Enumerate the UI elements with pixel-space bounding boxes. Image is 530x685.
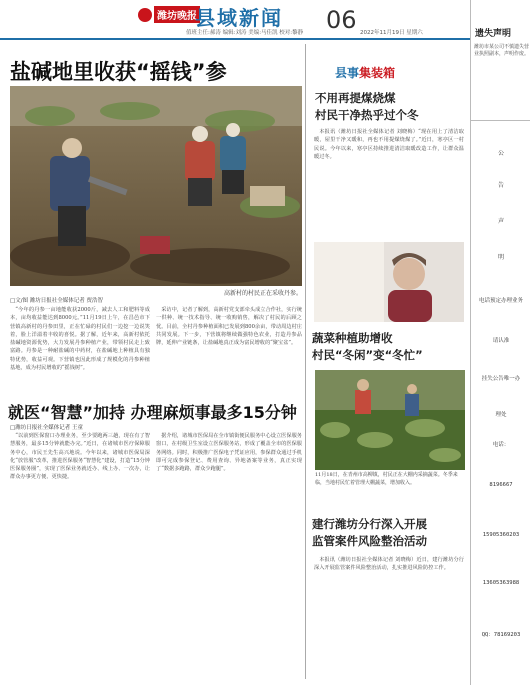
main-body-col2: 采访中，记者了解到，高新村党支部牵头成立合作社，实行统一供种、统一技术指导、统一收购销售，解决了村民的后顾之忧。目前，全村丹参种植面积已发展到800余亩，带动周边村庄共同发展。下一步，下营镇将继续做强特色农业，打造丹参品牌，延伸产业链条，让盐碱地真正成为富民增收的“聚宝盆”。 <box>156 307 302 347</box>
main-photo <box>10 86 302 286</box>
notice-sidebar <box>470 0 530 685</box>
story3-headline: 建行潍坊分行深入开展 监管案件风险整治活动 <box>312 517 427 548</box>
story2-photo <box>315 370 465 470</box>
notice-label-qing: 请认准 <box>492 338 510 344</box>
notice-title: 遗失声明 <box>475 29 512 39</box>
notice-divider <box>471 120 530 121</box>
story1-photo <box>314 242 464 322</box>
second-body-col2: 据介绍，诸城市医保局在全市镇街便民服务中心设立医保服务窗口，在村级卫生室设立医保服务站，形成了覆盖全市的医保服务网络。同时，积极推广医保电子凭证应用，参保群众通过手机即可完成参保登记、费用查询、异地备案等业务，真正实现了“数据多跑路，群众少跑腿”。 <box>156 433 302 473</box>
notice-text: 潍坊市某公司不慎遗失营业执照副本，声明作废。 <box>474 44 530 57</box>
portrait-photo-illustration <box>314 242 464 322</box>
story2-headline: 蔬菜种植助增收 村民“冬闲”变“冬忙” <box>312 331 423 362</box>
second-body-col1: “以前到医保窗口办理业务，至少要跑两三趟，现在有了智慧服务，最多15分钟就能办完。”近日，在诸城市医疗保障服务中心，市民王先生高兴地说。今年以来，诸城市医保局深化“放管服”改革，推进医保服务“智慧化”建设，打造“15分钟医保服务圈”，实现了医保业务就近办、线上办、一次办，让群众办事更方便、更快捷。 <box>10 433 150 481</box>
notice-label-gao: 告 <box>497 182 504 189</box>
editors-line: 值班主任:郝涛 编辑:刘涛 美编:马佳凯 校对:黎静 <box>186 30 304 36</box>
notice-label-gong: 公 <box>497 150 504 157</box>
paper-logo <box>138 6 200 23</box>
notice-label-address: 理处 <box>495 412 507 418</box>
news-box-tag-prefix: 县事 <box>335 66 360 80</box>
main-byline: □文/图 潍坊日报社全媒体记者 贾浩智 <box>10 298 104 304</box>
notice-qq[interactable]: QQ：78169203 <box>481 632 521 638</box>
second-byline: □潍坊日报社全媒体记者 王童 <box>10 425 83 431</box>
notice-label-sheng: 声 <box>497 218 504 225</box>
page-header <box>0 0 470 40</box>
issue-date: 2022年11月19日 星期六 <box>360 30 423 36</box>
notice-service-2: 挂失公告唯一办 <box>481 376 521 382</box>
paper-name: 潍坊晚报 <box>154 6 200 23</box>
header-divider <box>0 38 470 40</box>
story3-body: 本报讯（潍坊日报社全媒体记者 刘晓梅）近日，建行潍坊分行深入开展监管案件风险整治活动，扎实推进风险防控工作。 <box>314 557 464 572</box>
second-headline: 就医“智慧”加持 办理麻烦事最多15分钟 <box>8 403 297 422</box>
story1-headline: 不用再提煤烧煤 村民干净热乎过个冬 <box>315 91 419 122</box>
notice-label-ming: 明 <box>497 254 504 261</box>
notice-service-1: 电话预定办理业务 <box>478 298 523 304</box>
notice-phone-1[interactable]: 8196667 <box>489 482 513 488</box>
notice-label-phone: 电话： <box>492 442 510 448</box>
story1-body: 本报讯（潍坊日报社全媒体记者 刘晓梅）“现在用上了清洁取暖，屋里干净又暖和，再也不用提煤烧煤了。”近日，寒亭区一村民说。今年以来，寒亭区持续推进清洁取暖改造工作，让群众温暖过冬。 <box>314 129 464 160</box>
notice-phone-2[interactable]: 15905360203 <box>482 532 520 538</box>
story2-caption: 11月18日，在青州市高柳镇，村民正在大棚内采摘蔬菜。冬季来临，当地村民忙着管理大棚蔬菜，增加收入。 <box>315 472 458 486</box>
farm-photo-illustration <box>10 86 302 286</box>
greenhouse-photo-illustration <box>315 370 465 470</box>
main-photo-caption: 高新村的村民正在采收丹参。 <box>223 290 302 297</box>
news-box-tag-suffix: 集装箱 <box>359 66 396 80</box>
paper-logo-icon <box>138 8 152 22</box>
page-number: 06 <box>326 6 357 34</box>
main-body-col1: “今年的丹参一亩地能收获2000斤，减去人工和肥料等成本，亩均收益能达到8000元。”11月19日上午，在昌邑市下营镇高新村的丹参田里，正在忙碌的村民们一边挖一边说笑着，脸上洋溢着丰收的喜悦。据了解，近年来，高新村依托盐碱地资源优势，大力发展丹参种植产业，带领村民走上致富路。丹参是一种耐盐碱的中药材，在盐碱地上种植具有独特优势，收益可观。下营镇也因此形成了规模化的丹参种植基地，成为村民增收的“摇钱树”。 <box>10 307 150 372</box>
column-divider <box>305 44 306 679</box>
news-box-tag <box>335 64 395 81</box>
section-title: 县域新闻 <box>195 6 283 30</box>
notice-phone-3[interactable]: 13605363988 <box>482 580 520 586</box>
main-headline: 盐碱地里收获“摇钱”参 <box>10 60 227 84</box>
